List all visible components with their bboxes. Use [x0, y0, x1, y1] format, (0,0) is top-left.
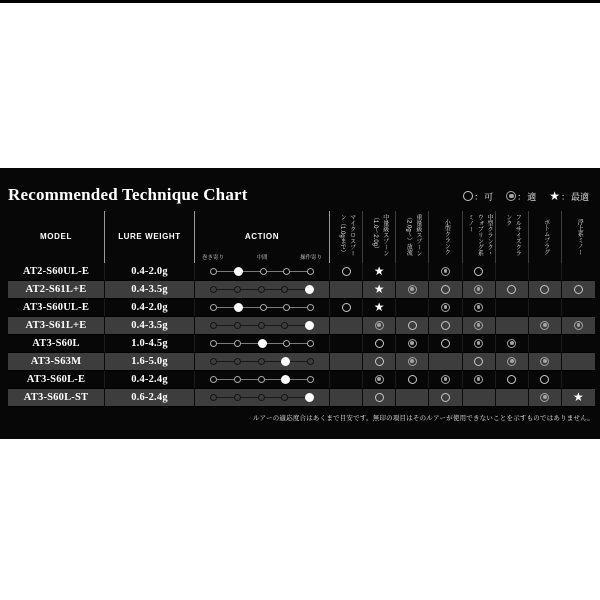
technique-rating-cell [396, 371, 429, 388]
action-dot [281, 394, 288, 401]
double-symbol-icon [408, 339, 417, 348]
action-indicator-cell [195, 263, 330, 280]
double-symbol-icon [474, 375, 483, 384]
technique-rating-cell [529, 263, 562, 280]
legend-label: 最適 [570, 191, 589, 202]
technique-rating-cell [429, 281, 462, 298]
action-scale-middle: 中間 [256, 254, 268, 261]
double-symbol-icon [540, 321, 549, 330]
tech-column-header: 中型クランク・ウォブリング系ミノー [463, 211, 496, 263]
circle-symbol-icon [375, 339, 384, 348]
model-name: AT3-S60L-E [8, 371, 105, 388]
action-track [210, 263, 314, 280]
technique-rating-cell [529, 317, 562, 334]
technique-rating-cell [496, 371, 529, 388]
technique-rating-cell [463, 317, 496, 334]
technique-rating-cell [562, 335, 595, 352]
tech-column-header: 小型クランク [429, 211, 462, 263]
action-dot [260, 268, 267, 275]
circle-symbol-icon [540, 285, 549, 294]
action-scale-left: 巻き寄り [202, 254, 225, 261]
action-indicator-cell [195, 335, 330, 352]
technique-rating-cell [562, 281, 595, 298]
technique-rating-cell [330, 335, 363, 352]
double-symbol-icon [474, 321, 483, 330]
double-symbol-icon [441, 303, 450, 312]
star-symbol-icon: ★ [373, 263, 385, 278]
double-symbol-icon [474, 285, 483, 294]
action-dot [307, 358, 314, 365]
double-symbol-icon [375, 375, 384, 384]
double-symbol-icon [408, 285, 417, 294]
tech-column-header: ボトムプラグ [529, 211, 562, 263]
technique-rating-cell [429, 335, 462, 352]
model-name: AT2-S61L+E [8, 281, 105, 298]
action-dot-selected [305, 285, 314, 294]
double-symbol-icon [474, 339, 483, 348]
technique-rating-cell [429, 353, 462, 370]
action-track [210, 371, 314, 388]
table-row [8, 317, 595, 335]
action-dot [210, 322, 217, 329]
action-dot [281, 286, 288, 293]
action-dot [210, 304, 217, 311]
action-indicator-cell [195, 389, 330, 406]
action-dot [234, 358, 241, 365]
model-name: AT3-S63M [8, 353, 105, 370]
table-row [8, 389, 595, 407]
circle-symbol-icon [342, 303, 351, 312]
model-name: AT2-S60UL-E [8, 263, 105, 280]
technique-rating-cell [429, 317, 462, 334]
action-indicator-cell [195, 371, 330, 388]
action-dot [307, 304, 314, 311]
action-indicator-cell [195, 317, 330, 334]
legend-item-suitable [506, 190, 536, 203]
action-track [210, 299, 314, 316]
technique-rating-cell [463, 389, 496, 406]
action-dot [234, 286, 241, 293]
technique-rating-cell [496, 281, 529, 298]
double-symbol-icon [574, 321, 583, 330]
circle-symbol-icon [408, 375, 417, 384]
technique-rating-cell [496, 299, 529, 316]
column-header-lure-weight: LURE WEIGHT [105, 211, 195, 263]
action-dot-selected [305, 393, 314, 402]
technique-rating-cell [562, 317, 595, 334]
technique-rating-cell [463, 299, 496, 316]
legend [463, 190, 592, 203]
technique-rating-cell [529, 299, 562, 316]
technique-rating-cell [562, 371, 595, 388]
model-name: AT3-S60L-ST [8, 389, 105, 406]
technique-rating-cell [396, 317, 429, 334]
action-indicator-cell [195, 281, 330, 298]
technique-rating-cell [496, 263, 529, 280]
technique-rating-cell [363, 371, 396, 388]
technique-rating-cell [396, 335, 429, 352]
action-dot-selected [258, 339, 267, 348]
table-row [8, 263, 595, 281]
action-dot [307, 268, 314, 275]
model-name: AT3-S61L+E [8, 317, 105, 334]
technique-rating-cell [562, 353, 595, 370]
action-scale-right: 操作寄り [299, 254, 322, 261]
action-dot-selected [234, 303, 243, 312]
action-dot [258, 286, 265, 293]
lure-weight-value: 0.4-3.5g [105, 317, 195, 334]
tech-column-header: 重量級スプーン（2.0g〜）放流 [396, 211, 429, 263]
technique-rating-cell [363, 299, 396, 316]
legend-colon: ： [560, 191, 570, 202]
circle-symbol-icon [463, 191, 473, 201]
action-track [210, 317, 314, 334]
circle-symbol-icon [507, 375, 516, 384]
action-indicator-cell [195, 353, 330, 370]
tech-column-header: マイクロスプーン（1.0gまで） [330, 211, 363, 263]
action-dot [260, 304, 267, 311]
legend-item-ok [463, 190, 493, 203]
technique-rating-cell [496, 317, 529, 334]
technique-rating-cell [429, 299, 462, 316]
action-track [210, 353, 314, 370]
table-row [8, 299, 595, 317]
technique-rating-cell [496, 389, 529, 406]
table-row [8, 353, 595, 371]
technique-rating-cell [463, 371, 496, 388]
action-indicator-cell [195, 299, 330, 316]
technique-rating-cell [363, 353, 396, 370]
circle-symbol-icon [507, 285, 516, 294]
technique-rating-cell [396, 299, 429, 316]
double-symbol-icon [507, 357, 516, 366]
star-symbol-icon: ★ [373, 299, 385, 314]
technique-rating-cell [529, 389, 562, 406]
technique-rating-cell [529, 281, 562, 298]
legend-colon: ： [517, 191, 527, 202]
tech-column-header: 中量級スプーン（1.0〜2.0g） [363, 211, 396, 263]
circle-symbol-icon [375, 393, 384, 402]
technique-rating-cell [429, 371, 462, 388]
circle-symbol-icon [474, 357, 483, 366]
page-title: Recommended Technique Chart [8, 185, 248, 204]
technique-rating-cell [330, 389, 363, 406]
technique-rating-cell [463, 353, 496, 370]
double-symbol-icon [540, 393, 549, 402]
technique-rating-cell [363, 389, 396, 406]
lure-weight-value: 0.4-3.5g [105, 281, 195, 298]
action-dot [283, 340, 290, 347]
technique-rating-cell [363, 263, 396, 280]
technique-rating-cell [330, 371, 363, 388]
table-body [8, 263, 595, 407]
double-symbol-icon [408, 357, 417, 366]
action-dot [281, 322, 288, 329]
circle-symbol-icon [540, 375, 549, 384]
circle-symbol-icon [441, 285, 450, 294]
action-dot [258, 358, 265, 365]
action-dot [234, 376, 241, 383]
action-dot [234, 322, 241, 329]
legend-item-best [549, 190, 589, 203]
technique-rating-cell [396, 263, 429, 280]
action-dot-selected [305, 321, 314, 330]
circle-symbol-icon [441, 339, 450, 348]
column-header-model: MODEL [8, 211, 105, 263]
action-dot [210, 358, 217, 365]
technique-rating-cell [429, 263, 462, 280]
double-symbol-icon [441, 267, 450, 276]
action-dot [210, 268, 217, 275]
double-symbol-icon [507, 339, 516, 348]
action-dot-selected [281, 357, 290, 366]
technique-rating-cell [529, 371, 562, 388]
table-row [8, 335, 595, 353]
column-header-action [195, 211, 330, 263]
table-row [8, 371, 595, 389]
action-dot [258, 322, 265, 329]
model-name: AT3-S60L [8, 335, 105, 352]
action-dot [283, 268, 290, 275]
action-dot [210, 394, 217, 401]
technique-rating-cell [496, 335, 529, 352]
action-dot-selected [234, 267, 243, 276]
technique-rating-cell [330, 353, 363, 370]
technique-rating-cell [396, 281, 429, 298]
tech-column-header: フルサイズクランク [496, 211, 529, 263]
double-circle-symbol-icon [506, 191, 516, 201]
action-dot [210, 340, 217, 347]
lure-weight-value: 1.6-5.0g [105, 353, 195, 370]
circle-symbol-icon [408, 321, 417, 330]
circle-symbol-icon [375, 357, 384, 366]
lure-weight-value: 0.4-2.0g [105, 299, 195, 316]
legend-label: 可 [484, 191, 494, 202]
table-header-row [8, 211, 595, 263]
technique-rating-cell [463, 263, 496, 280]
action-dot [307, 376, 314, 383]
technique-rating-cell [330, 299, 363, 316]
action-label: ACTION [244, 232, 280, 242]
footnote: ルアーの適応度合はあくまで目安です。無印の項目はそのルアーが使用できないことを示すものではありません。 [252, 414, 594, 422]
technique-rating-cell [363, 281, 396, 298]
technique-rating-cell [330, 281, 363, 298]
technique-chart-panel [0, 168, 600, 439]
action-dot [307, 340, 314, 347]
action-dot [258, 376, 265, 383]
action-dot [283, 304, 290, 311]
technique-rating-cell [396, 389, 429, 406]
lure-weight-value: 0.4-2.4g [105, 371, 195, 388]
model-name: AT3-S60UL-E [8, 299, 105, 316]
page-background-top [0, 3, 600, 168]
technique-rating-cell [529, 353, 562, 370]
table-row [8, 281, 595, 299]
action-dot [210, 286, 217, 293]
double-symbol-icon [474, 303, 483, 312]
action-dot [258, 394, 265, 401]
double-symbol-icon [375, 321, 384, 330]
action-track [210, 335, 314, 352]
technique-rating-cell [363, 335, 396, 352]
technique-rating-cell [529, 335, 562, 352]
technique-rating-cell [429, 389, 462, 406]
technique-rating-cell [463, 281, 496, 298]
double-symbol-icon [540, 357, 549, 366]
circle-symbol-icon [574, 285, 583, 294]
action-dot-selected [281, 375, 290, 384]
legend-colon: ： [474, 191, 484, 202]
double-symbol-icon [441, 375, 450, 384]
action-dot [234, 340, 241, 347]
star-symbol-icon: ★ [373, 281, 385, 296]
legend-label: 適 [527, 191, 537, 202]
action-dot [234, 394, 241, 401]
action-track [210, 281, 314, 298]
technique-rating-cell [496, 353, 529, 370]
star-symbol-icon: ★ [549, 188, 560, 203]
technique-rating-cell [562, 299, 595, 316]
action-dot [210, 376, 217, 383]
technique-rating-cell [562, 263, 595, 280]
technique-rating-cell [396, 353, 429, 370]
action-scale-labels [202, 253, 322, 261]
technique-rating-cell [330, 263, 363, 280]
tech-column-header: 浮上系ミノー [576, 218, 583, 255]
technique-table [8, 211, 595, 407]
technique-rating-cell [363, 317, 396, 334]
lure-weight-value: 1.0-4.5g [105, 335, 195, 352]
circle-symbol-icon [474, 267, 483, 276]
lure-weight-value: 0.4-2.0g [105, 263, 195, 280]
technique-rating-cell [463, 335, 496, 352]
panel-header [0, 168, 600, 211]
technique-rating-cell [562, 389, 595, 406]
circle-symbol-icon [441, 321, 450, 330]
lure-weight-value: 0.6-2.4g [105, 389, 195, 406]
circle-symbol-icon [342, 267, 351, 276]
technique-rating-cell [330, 317, 363, 334]
circle-symbol-icon [441, 393, 450, 402]
star-symbol-icon: ★ [573, 389, 584, 404]
action-track [210, 389, 314, 406]
